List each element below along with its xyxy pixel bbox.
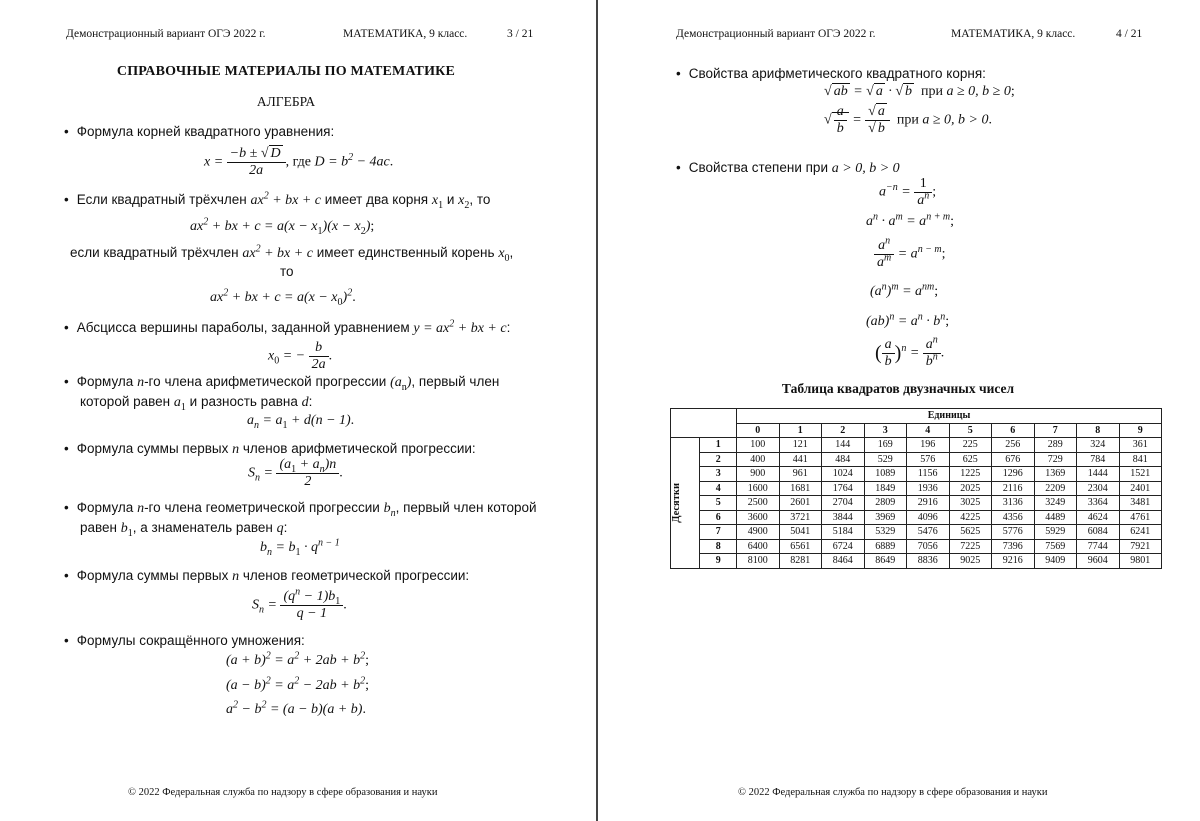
table-cell: 2025 — [949, 481, 992, 496]
units-header-cell: 5 — [949, 423, 992, 438]
table-cell: 256 — [992, 438, 1035, 453]
table-cell: 676 — [992, 452, 1035, 467]
table-row — [671, 481, 1162, 496]
table-cell: 3844 — [822, 510, 865, 525]
bullet-icon: • — [64, 633, 69, 648]
table-cell: 324 — [1077, 438, 1120, 453]
table-cell: 3481 — [1119, 496, 1162, 511]
table-cell: 2401 — [1119, 481, 1162, 496]
table-cell: 2116 — [992, 481, 1035, 496]
table-cell: 784 — [1077, 452, 1120, 467]
trinomial-text: Если квадратный трёхчлен — [76, 192, 247, 207]
table-cell: 3721 — [779, 510, 822, 525]
table-cell: 3025 — [949, 496, 992, 511]
table-cell: 196 — [907, 438, 950, 453]
table-cell: 2704 — [822, 496, 865, 511]
table-row — [671, 554, 1162, 569]
units-header-cell: 6 — [992, 423, 1035, 438]
page-4 — [598, 0, 1200, 821]
tens-header-cell: 2 — [700, 452, 737, 467]
bullet-sqrt-props — [676, 66, 986, 81]
tens-header-cell: 8 — [700, 539, 737, 554]
table-cell: 2500 — [737, 496, 780, 511]
table-cell: 3249 — [1034, 496, 1077, 511]
table-cell: 2209 — [1034, 481, 1077, 496]
table-cell: 5476 — [907, 525, 950, 540]
bullet-icon: • — [676, 66, 681, 81]
table-cell: 4225 — [949, 510, 992, 525]
header-page-number: 4 / 21 — [1116, 28, 1143, 40]
trinomial-text-2: имеет два корня — [324, 192, 429, 207]
table-cell: 1156 — [907, 467, 950, 482]
formula-factor-two: $ax^2$ + bx + $c = a(x - x_1)(x - x_2)$; — [190, 216, 375, 237]
table-cell: 9409 — [1034, 554, 1077, 569]
sqrt-when-text: при — [921, 84, 943, 99]
table-row — [671, 510, 1162, 525]
page-title: СПРАВОЧНЫЕ МАТЕРИАЛЫ ПО МАТЕМАТИКЕ — [116, 64, 456, 79]
table-cell: 8836 — [907, 554, 950, 569]
footer: © 2022 Федеральная служба по надзору в сфере образования и науки — [738, 787, 1048, 798]
bullet-icon: • — [64, 568, 69, 583]
bullet-geom-sum: • Формула суммы первых n членов геометрической прогрессии: — [64, 568, 470, 584]
power-props-text: Свойства степени при — [688, 160, 828, 175]
table-row — [671, 467, 1162, 482]
table-cell: 8281 — [779, 554, 822, 569]
bullet-short-mult — [64, 633, 305, 648]
table-cell: 3364 — [1077, 496, 1120, 511]
formula-diff-squares: $a^2 - b^2 = (a - b)(a + b)$. — [226, 699, 366, 717]
table-cell: 1089 — [864, 467, 907, 482]
tens-header-cell: 4 — [700, 481, 737, 496]
header-subject: МАТЕМАТИКА, 9 класс. — [343, 28, 468, 40]
geom-text-4: равен — [80, 520, 117, 535]
table-cell: 4096 — [907, 510, 950, 525]
bullet-icon: • — [64, 374, 69, 389]
table-cell: 3969 — [864, 510, 907, 525]
table-cell: 7569 — [1034, 539, 1077, 554]
table-cell: 9216 — [992, 554, 1035, 569]
table-row — [671, 496, 1162, 511]
bullet-trinomial: • Если квадратный трёхчлен $ax^2$ + bx + c имеет два корня $x_1$ и $x_2$, то — [64, 190, 491, 211]
table-cell: 169 — [864, 438, 907, 453]
table-cell: 7744 — [1077, 539, 1120, 554]
tens-header-cell: 6 — [700, 510, 737, 525]
footer: © 2022 Федеральная служба по надзору в сфере образования и науки — [128, 787, 438, 798]
table-cell: 7921 — [1119, 539, 1162, 554]
geom-sum-text: Формула суммы первых — [76, 568, 229, 583]
tens-header-cell: 9 — [700, 554, 737, 569]
bullet-arith: • Формула n-го члена арифметической прогрессии $(a_n)$, первый член — [64, 374, 500, 393]
tens-header-cell: 7 — [700, 525, 737, 540]
arith-text: Формула — [76, 374, 134, 389]
geom-text-2: -го члена геометрической прогрессии — [144, 500, 380, 515]
vertex-text: Абсцисса вершины параболы, заданной уравнением — [76, 320, 410, 335]
formula-geom: $b_n = b_1 \cdot q^{n - 1}$ — [260, 537, 340, 558]
bullet-icon: • — [64, 124, 69, 139]
table-cell: 5041 — [779, 525, 822, 540]
table-cell: 4900 — [737, 525, 780, 540]
table-cell: 1764 — [822, 481, 865, 496]
table-cell: 4761 — [1119, 510, 1162, 525]
table-cell: 576 — [907, 452, 950, 467]
table-row — [671, 452, 1162, 467]
header-doc: Демонстрационный вариант ОГЭ 2022 г. — [676, 28, 876, 40]
arith-sum-text: Формула суммы первых — [76, 441, 229, 456]
table-cell: 1521 — [1119, 467, 1162, 482]
single-text-2: имеет единственный корень — [316, 245, 495, 260]
table-cell: 7056 — [907, 539, 950, 554]
tens-label-cell — [671, 438, 700, 569]
formula-vertex: $x_0$ = − $\frac{b}{2a}$ . — [268, 340, 333, 372]
table-cell: 529 — [864, 452, 907, 467]
bullet-icon: • — [64, 500, 69, 515]
table-cell: 1600 — [737, 481, 780, 496]
formula-power-power: $(a^n)^m = a^{nm}$; — [870, 281, 939, 299]
bullet-vertex: • Абсцисса вершины параболы, заданной уравнением $y = ax^2$ + bx + c: — [64, 318, 511, 336]
units-header-cell: 0 — [737, 423, 780, 438]
formula-square-sum: $(a + b)^2 = a^2 + 2ab + b^2$; — [226, 650, 370, 668]
arith-text-4: которой равен — [80, 394, 171, 409]
table-cell: 6889 — [864, 539, 907, 554]
table-row — [671, 525, 1162, 540]
table-cell: 2916 — [907, 496, 950, 511]
table-cell: 8649 — [864, 554, 907, 569]
where-text: , где — [285, 154, 312, 170]
tens-header-cell: 3 — [700, 467, 737, 482]
table-cell: 841 — [1119, 452, 1162, 467]
table-cell: 1936 — [907, 481, 950, 496]
table-cell: 961 — [779, 467, 822, 482]
table-cell: 6561 — [779, 539, 822, 554]
table-row — [671, 438, 1162, 453]
bullet-roots — [64, 124, 334, 139]
table-cell: 5776 — [992, 525, 1035, 540]
table-cell: 1225 — [949, 467, 992, 482]
geom-text: Формула — [76, 500, 134, 515]
table-cell: 4489 — [1034, 510, 1077, 525]
table-cell: 6084 — [1077, 525, 1120, 540]
formula-sqrt-product: √ ab = √ a · √ b при a ≥ 0, b ≥ 0; — [824, 84, 1015, 99]
table-cell: 6400 — [737, 539, 780, 554]
bullet-power-props: • Свойства степени при a > 0, b > 0 — [676, 160, 900, 176]
table-cell: 225 — [949, 438, 992, 453]
bullet-icon: • — [64, 441, 69, 456]
formula-sqrt-quotient: √ $\frac{a}{b}$ = $\frac{√ a}{√ b}$ при a ≥ 0, b > 0. — [824, 104, 992, 136]
table-cell: 2809 — [864, 496, 907, 511]
arith-text-5: и разность равна — [189, 394, 298, 409]
table-cell: 3136 — [992, 496, 1035, 511]
table-cell: 2601 — [779, 496, 822, 511]
table-cell: 1849 — [864, 481, 907, 496]
table-cell: 5329 — [864, 525, 907, 540]
tens-header-cell: 1 — [700, 438, 737, 453]
arith-text-3: , первый член — [411, 374, 500, 389]
table-cell: 7396 — [992, 539, 1035, 554]
table-cell: 1024 — [822, 467, 865, 482]
units-header-cell: 1 — [779, 423, 822, 438]
units-header-cell: 2 — [822, 423, 865, 438]
table-cell: 8464 — [822, 554, 865, 569]
bullet-arith-sum: • Формула суммы первых n членов арифметической прогрессии: — [64, 441, 476, 457]
geom-sum-text-2: членов геометрической прогрессии: — [242, 568, 470, 583]
bullet-icon: • — [676, 160, 681, 175]
table-cell: 1369 — [1034, 467, 1077, 482]
header-doc: Демонстрационный вариант ОГЭ 2022 г. — [66, 28, 266, 40]
table-corner — [671, 409, 737, 438]
table-cell: 7225 — [949, 539, 992, 554]
sqrt-when-text: при — [896, 112, 919, 128]
units-header-cell: 4 — [907, 423, 950, 438]
single-root-line: если квадратный трёхчлен $ax^2$ + bx + c имеет единственный корень $x_0$, — [70, 243, 514, 264]
table-cell: 5625 — [949, 525, 992, 540]
table-cell: 2304 — [1077, 481, 1120, 496]
squares-table — [670, 408, 1162, 569]
table-cell: 8100 — [737, 554, 780, 569]
table-cell: 9801 — [1119, 554, 1162, 569]
geom-text-5: , а знаменатель равен — [132, 520, 273, 535]
formula-power-quotient: $\frac{a^n}{a^m}$ = $a^{n - m}$; — [874, 238, 946, 271]
table-cell: 9604 — [1077, 554, 1120, 569]
formula-arith-sum: $S_n$ = $\frac{(a_1 + a_n)n}{2}$ . — [248, 457, 343, 489]
single-text: если квадратный трёхчлен — [70, 245, 239, 260]
formula-neg-power: $a^{-n}$ = $\frac{1}{a^n}$ ; — [879, 176, 937, 208]
trinomial-then: , то — [469, 192, 491, 207]
formula-arith: $a_n = a_1 + d(n - 1)$. — [247, 413, 355, 431]
units-header-cell: 8 — [1077, 423, 1120, 438]
tens-header-cell: 5 — [700, 496, 737, 511]
formula-roots: x = $\frac{-b \pm √ D}{2a}$ , где $D = b^2 - 4ac$. — [204, 146, 394, 178]
table-cell: 1444 — [1077, 467, 1120, 482]
units-header-cell: 7 — [1034, 423, 1077, 438]
arith-text-2: -го члена арифметической прогрессии — [144, 374, 387, 389]
units-label: Единицы — [737, 409, 1162, 424]
table-cell: 100 — [737, 438, 780, 453]
trinomial-and: и — [446, 192, 455, 207]
formula-power-of-product: $(ab)^n = a^n \cdot b^n$; — [866, 311, 950, 329]
table-cell: 4624 — [1077, 510, 1120, 525]
table-cell: 729 — [1034, 452, 1077, 467]
table-cell: 4356 — [992, 510, 1035, 525]
page-3 — [0, 0, 596, 821]
table-row — [671, 539, 1162, 554]
bullet-icon: • — [64, 320, 69, 335]
short-mult-text: Формулы сокращённого умножения: — [76, 633, 305, 648]
table-cell: 1296 — [992, 467, 1035, 482]
header-page-number: 3 / 21 — [507, 28, 534, 40]
table-body — [671, 438, 1162, 569]
arith-sum-text-2: членов арифметической прогрессии: — [242, 441, 476, 456]
bullet-geom: • Формула n-го члена геометрической прогрессии $b_n$, первый член которой — [64, 500, 537, 519]
table-cell: 441 — [779, 452, 822, 467]
table-cell: 6241 — [1119, 525, 1162, 540]
table-header-row — [671, 409, 1162, 424]
formula-factor-one: $ax^2$ + bx + $c = a(x - x_0)^2$. — [210, 287, 356, 308]
single-then: то — [280, 264, 294, 279]
sqrt-props-text: Свойства арифметического квадратного корня: — [688, 66, 986, 81]
table-cell: 400 — [737, 452, 780, 467]
header-subject: МАТЕМАТИКА, 9 класс. — [951, 28, 1076, 40]
table-cell: 121 — [779, 438, 822, 453]
units-header-cell: 3 — [864, 423, 907, 438]
table-cell: 144 — [822, 438, 865, 453]
table-cell: 484 — [822, 452, 865, 467]
geom-text-3: , первый член которой — [395, 500, 537, 515]
table-cell: 625 — [949, 452, 992, 467]
table-cell: 1681 — [779, 481, 822, 496]
units-header-cell: 9 — [1119, 423, 1162, 438]
arith-line-2: которой равен $a_1$ и разность равна d: — [80, 394, 313, 413]
formula-power-of-quotient: ( $\frac{a}{b}$ )$^n$ = $\frac{a^n}{b^n}$ . — [875, 334, 945, 369]
table-cell: 900 — [737, 467, 780, 482]
roots-text: Формула корней квадратного уравнения: — [76, 124, 335, 139]
table-cell: 5184 — [822, 525, 865, 540]
formula-square-diff: $(a - b)^2 = a^2 - 2ab + b^2$; — [226, 675, 370, 693]
table-cell: 289 — [1034, 438, 1077, 453]
bullet-icon: • — [64, 192, 69, 207]
table-cell: 5929 — [1034, 525, 1077, 540]
formula-power-product: $a^n \cdot a^m = a^{n + m}$; — [866, 211, 955, 229]
geom-line-2: равен $b_1$, а знаменатель равен q: — [80, 520, 288, 539]
table-cell: 361 — [1119, 438, 1162, 453]
table-cell: 3600 — [737, 510, 780, 525]
units-row — [671, 423, 1162, 438]
table-title: Таблица квадратов двузначных чисел — [781, 381, 1015, 396]
table-cell: 6724 — [822, 539, 865, 554]
tens-label: Десятки — [671, 482, 682, 523]
section-title: АЛГЕБРА — [256, 94, 316, 109]
formula-geom-sum: $S_n$ = $\frac{(q^n - 1)b_1}{q - 1}$ . — [252, 586, 347, 621]
table-cell: 9025 — [949, 554, 992, 569]
